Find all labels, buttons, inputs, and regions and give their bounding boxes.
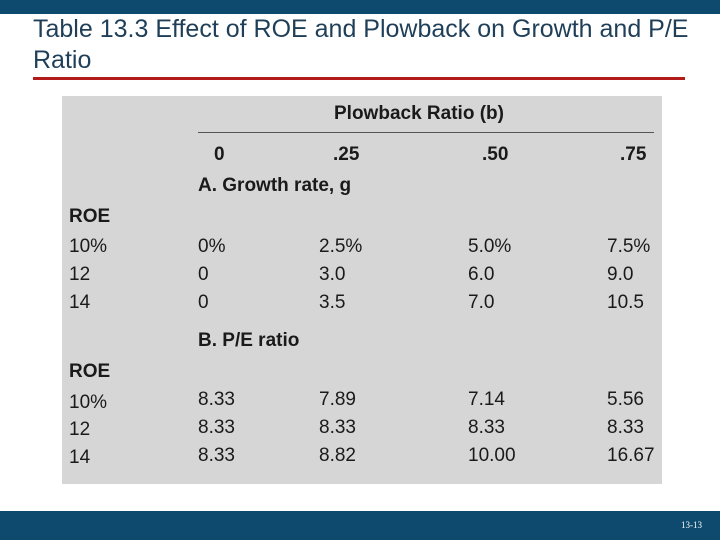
- col-header-1: .25: [333, 144, 360, 165]
- col-header-0: 0: [214, 144, 225, 165]
- plowback-header: Plowback Ratio (b): [334, 103, 504, 124]
- top-bar: [0, 0, 720, 14]
- section-a-roe-label: ROE: [69, 206, 111, 227]
- table-cell: 8.33: [319, 417, 356, 438]
- row-b1-roe: 10%: [69, 392, 108, 413]
- table-cell: 8.33: [607, 417, 644, 438]
- table-cell: 8.82: [319, 445, 356, 466]
- table-cell: 5.0%: [468, 236, 512, 257]
- table-cell: 3.5: [319, 292, 346, 313]
- section-a-title: A. Growth rate, g: [198, 175, 352, 196]
- table-cell: 10.5: [607, 292, 644, 313]
- table-cell: 8.33: [198, 417, 235, 438]
- table-cell: 0: [198, 264, 209, 285]
- table-cell: 9.0: [607, 264, 634, 285]
- table-cell: 6.0: [468, 264, 495, 285]
- table-cell: 7.14: [468, 389, 505, 410]
- col-header-3: .75: [620, 144, 647, 165]
- table-cell: 0%: [198, 236, 226, 257]
- table-cell: 8.33: [198, 389, 235, 410]
- col-header-2: .50: [482, 144, 509, 165]
- row-b3-roe: 14: [69, 447, 91, 468]
- header-rule: [198, 132, 654, 133]
- table-cell: 8.33: [198, 445, 235, 466]
- title-rule: [33, 77, 685, 80]
- table-cell: 7.5%: [607, 236, 651, 257]
- row-a2-roe: 12: [69, 264, 91, 285]
- row-a1-roe: 10%: [69, 236, 108, 257]
- section-b-title: B. P/E ratio: [198, 330, 300, 351]
- row-b2-roe: 12: [69, 419, 91, 440]
- table-cell: 8.33: [468, 417, 505, 438]
- section-b-roe-label: ROE: [69, 361, 111, 382]
- slide-title: Table 13.3 Effect of ROE and Plowback on Growth and P/E Ratio: [33, 15, 689, 74]
- growth-pe-table: [62, 96, 662, 484]
- table-cell: 0: [198, 292, 209, 313]
- table-cell: 7.0: [468, 292, 495, 313]
- table-cell: 10.00: [468, 445, 516, 466]
- bottom-bar: [0, 511, 720, 540]
- table-cell: 5.56: [607, 389, 644, 410]
- table-cell: 16.67: [607, 445, 655, 466]
- row-a3-roe: 14: [69, 292, 91, 313]
- table-cell: 2.5%: [319, 236, 363, 257]
- page-number: 13-13: [681, 520, 702, 530]
- table-cell: 7.89: [319, 389, 356, 410]
- table-cell: 3.0: [319, 264, 346, 285]
